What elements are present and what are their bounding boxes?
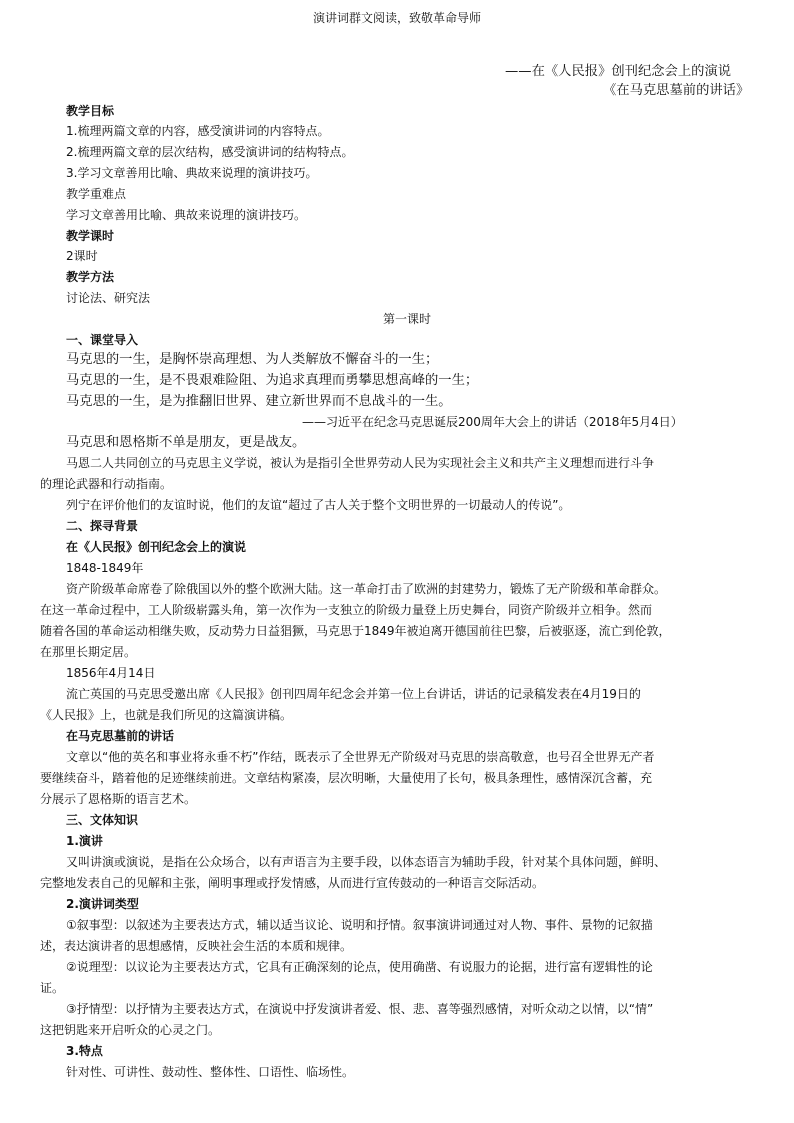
section-heading-hours: 教学课时 [66,229,115,243]
background-para1-line-3: 随着各国的革命运动相继失败，反动势力日益猖獗，马克思于1849年被迫离开德国前往巴黎，后被驱逐，流亡到伦敦， [40,624,671,638]
intro-paragraph-2a: 马恩二人共同创立的马克思主义学说，被认为是指引全世界劳动人民为实现社会主义和共产主义理想而进行斗争 [66,456,655,470]
section-heading-methods: 教学方法 [66,270,115,284]
genre-features: 针对性、可讲性、鼓动性、整体性、口语性、临场性。 [66,1065,355,1079]
lesson-title: 第一课时 [383,312,432,326]
type-lyric-line-1: ③抒情型：以抒情为主要表达方式，在演说中抒发演讲者爱、恨、悲、喜等强烈感情，对听众动之以情，以“情” [66,1002,654,1016]
methods-text: 讨论法、研究法 [66,291,151,305]
intro-quote-line-3: 马克思的一生，是为推翻旧世界、建立新世界而不息战斗的一生。 [66,394,452,409]
background-subheading-1: 在《人民报》创刊纪念会上的演说 [66,540,247,554]
background-para1-line-2: 在这一革命过程中，工人阶级崭露头角，第一次作为一支独立的阶级力量登上历史舞台，同资产阶级并立相争。然而 [40,603,653,617]
genre-definition-line-2: 完整地发表自己的见解和主张，阐明事理或抒发情感，从而进行宣传鼓动的一种语言交际活动。 [40,876,545,890]
goal-item-3: 3.学习文章善用比喻、典故来说理的演讲技巧。 [66,166,318,180]
type-narrative-line-1: ①叙事型：以叙述为主要表达方式，辅以适当议论、说明和抒情。叙事演讲词通过对人物、事件、景物的记叙描 [66,918,653,932]
type-narrative-line-2: 述，表达演讲者的思想感情，反映社会生活的本质和规律。 [40,939,353,953]
genre-subheading-2: 2.演讲词类型 [66,897,139,911]
background-para1-line-4: 在那里长期定居。 [40,645,137,659]
section-heading-background: 二、探寻背景 [66,519,139,533]
background-years: 1848-1849年 [66,561,144,575]
background-subheading-2: 在马克思墓前的讲话 [66,729,175,743]
background-para3-line-3: 分展示了恩格斯的语言艺术。 [40,792,197,806]
type-argument-line-1: ②说理型：以议论为主要表达方式，它具有正确深刻的论点，使用确凿、有说服力的论据，进行富有逻辑性的论 [66,960,653,974]
type-lyric-line-2: 这把钥匙来开启听众的心灵之门。 [40,1023,221,1037]
background-para3-line-2: 要继续奋斗，踏着他的足迹继续前进。文章结构紧凑，层次明晰，大量使用了长句，极具条理性，感情深沉含蓄，充 [40,771,653,785]
background-para1-line-1: 资产阶级革命席卷了除俄国以外的整个欧洲大陆。这一革命打击了欧洲的封建势力，锻炼了无产阶级和革命群众。 [66,582,667,596]
section-heading-intro: 一、课堂导入 [66,333,139,347]
section-heading-goals: 教学目标 [66,104,115,118]
background-para2-line-2: 《人民报》上，也就是我们所见的这篇演讲稿。 [40,708,293,722]
document-title: 演讲词群文阅读，致敬革命导师 [313,11,482,25]
background-date: 1856年4月14日 [66,666,156,680]
genre-subheading-1: 1.演讲 [66,834,103,848]
background-para3-line-1: 文章以“他的英名和事业将永垂不朽”作结，既表示了全世界无产阶级对马克思的崇高敬意，也号召全世界无产者 [66,750,655,764]
genre-definition-line-1: 又叫讲演或演说，是指在公众场合，以有声语言为主要手段，以体态语言为辅助手段，针对某个具体问题，鲜明、 [66,855,667,869]
type-argument-line-2: 证。 [40,981,65,995]
difficulty-text: 学习文章善用比喻、典故来说理的演讲技巧。 [66,208,307,222]
hours-text: 2课时 [66,249,98,263]
intro-paragraph-1: 马克思和恩格斯不单是朋友，更是战友。 [66,435,306,450]
genre-subheading-3: 3.特点 [66,1044,103,1058]
goal-item-1: 1.梳理两篇文章的内容，感受演讲词的内容特点。 [66,124,330,138]
subtitle-speech-1: ——在《人民报》创刊纪念会上的演说 [505,64,732,79]
background-para2-line-1: 流亡英国的马克思受邀出席《人民报》创刊四周年纪念会并第一位上台讲话，讲话的记录稿发表在4月19日的 [66,687,641,701]
intro-quote-source: ——习近平在纪念马克思诞辰200周年大会上的讲话（2018年5月4日） [302,415,683,429]
intro-paragraph-3: 列宁在评价他们的友谊时说，他们的友谊“超过了古人关于整个文明世界的一切最动人的传说”。 [66,498,571,512]
intro-paragraph-2b: 的理论武器和行动指南。 [40,477,173,491]
goal-item-2: 2.梳理两篇文章的层次结构，感受演讲词的结构特点。 [66,145,354,159]
intro-quote-line-2: 马克思的一生，是不畏艰难险阻、为追求真理而勇攀思想高峰的一生； [66,373,479,388]
section-heading-genre: 三、文体知识 [66,813,139,827]
intro-quote-line-1: 马克思的一生，是胸怀崇高理想、为人类解放不懈奋斗的一生； [66,352,439,367]
subtitle-speech-2: 《在马克思墓前的讲话》 [603,83,750,98]
section-heading-difficulty: 教学重难点 [66,187,127,201]
